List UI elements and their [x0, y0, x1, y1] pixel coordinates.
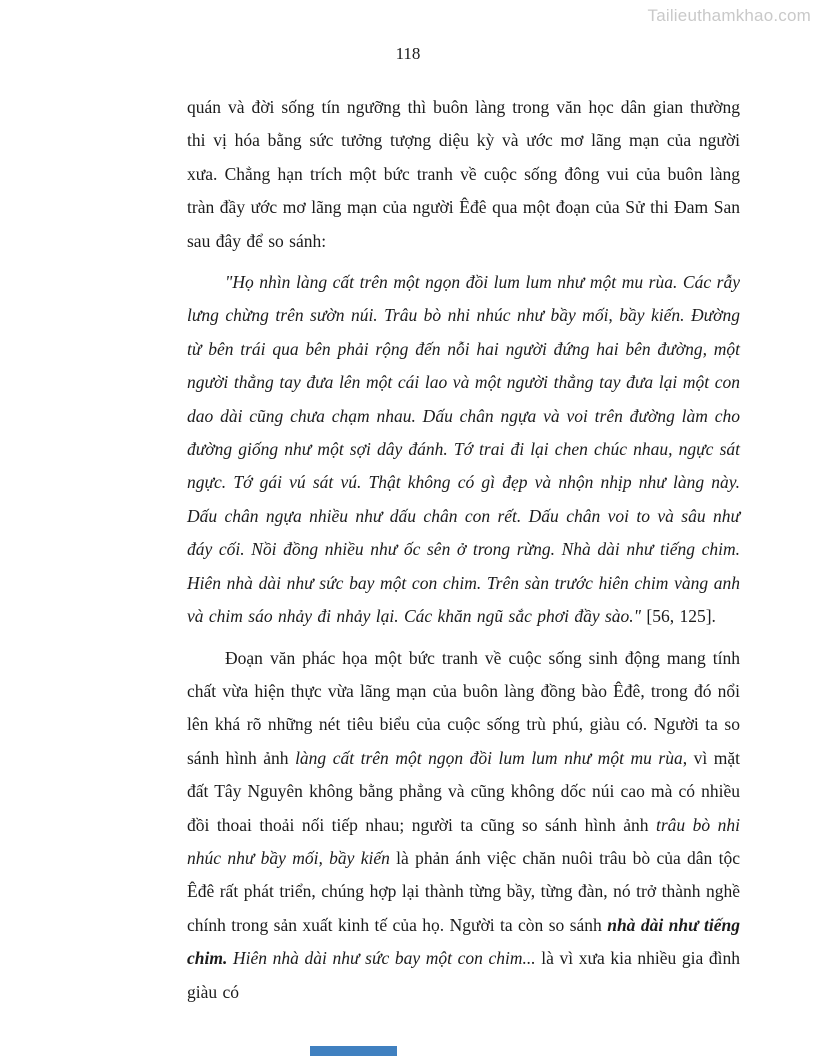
page-number: 118 [395, 44, 421, 63]
document-body [187, 91, 740, 1009]
paragraph [187, 642, 740, 1009]
text-segment: là phản ánh việc chăn nuôi trâu bò của dân tộc Êđê rất phát triển, chúng hợp lại thành từng bầy, từng đàn, nó trở thành nghề chính trong sản xuất kinh tế của họ. Người ta còn so sánh [187, 847, 740, 935]
text-segment: làng cất trên một ngọn đồi lum lum như một mu rùa [295, 747, 683, 768]
bottom-blue-bar [310, 1046, 397, 1056]
text-segment: [56, 125]. [646, 606, 716, 627]
text-segment: là vì xưa kia nhiều gia đình giàu có [187, 948, 740, 1002]
paragraph [187, 91, 740, 258]
paragraph [187, 266, 740, 633]
text-segment: Đoạn văn phác họa một bức tranh về cuộc sống sinh động mang tính chất vừa hiện thực vừa lãng mạn của buôn làng đồng bào Êđê, trong đó nổi lên khá rõ những nét tiêu biểu của cuộc sống trù phú, giàu có. Người ta so sánh hình ảnh [187, 647, 740, 768]
watermark: Tailieuthamkhao.com [647, 6, 811, 25]
text-segment: , vì mặt đất Tây Nguyên không bằng phẳng và cũng không dốc núi cao mà có nhiều đồi thoai thoải nối tiếp nhau; người ta cũng so sánh hình ảnh [187, 747, 740, 835]
text-segment: nhà dài như tiếng chim. [187, 914, 740, 969]
text-segment: quán và đời sống tín ngưỡng thì buôn làng trong văn học dân gian thường thi vị hóa bằng sức tưởng tượng diệu kỳ và ước mơ lãng mạn của người xưa. Chẳng hạn trích một bức tranh về cuộc sống đông vui của buôn làng tràn đầy ước mơ lãng mạn của người Êđê qua một đoạn của Sử thi Đam San sau đây để so sánh: [187, 97, 740, 251]
text-segment: "Họ nhìn làng cất trên một ngọn đồi lum lum như một mu rùa. Các rẫy lưng chừng trên sườn núi. Trâu bò nhi nhúc như bầy mối, bầy kiến. Đường từ bên trái qua bên phải rộng đến nỗi hai người đứng hai bên đường, một người thẳng tay đưa lên một cái lao và một người thẳng tay đưa lại một con dao dài cũng chưa chạm nhau. Dấu chân ngựa và voi trên đường làm cho đường giống như một sợi dây đánh. Tớ trai đi lại chen chúc nhau, ngực sát ngực. Tớ gái vú sát vú. Thật không có gì đẹp và nhộn nhịp như làng này. Dấu chân ngựa nhiều như dấu chân con rết. Dấu chân voi to và sâu như đáy cối. Nồi đồng nhiều như ốc sên ở trong rừng. Nhà dài như tiếng chim. Hiên nhà dài như sức bay một con chim. Trên sàn trước hiên chim vàng anh và chim sáo nhảy đi nhảy lại. Các khăn ngũ sắc phơi đầy sào." [187, 272, 740, 627]
text-segment: Hiên nhà dài như sức bay một con chim... [227, 948, 536, 969]
text-segment: trâu bò nhi nhúc như bầy mối, bầy kiến [187, 814, 741, 868]
